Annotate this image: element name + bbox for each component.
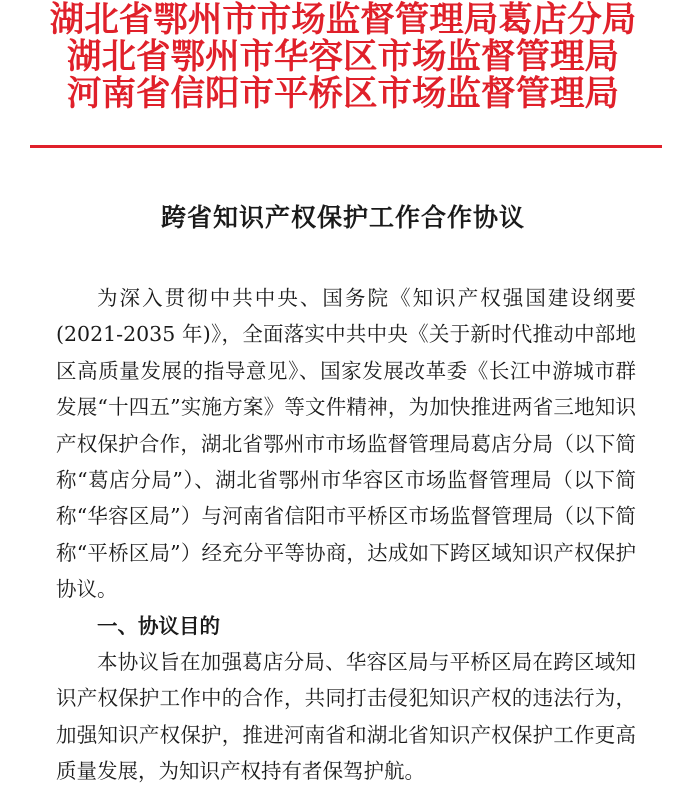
body-line: 区高质量发展的指导意见》、国家发展改革委《长江中游城市群 <box>56 358 636 383</box>
body-line: (2021-2035 年)》，全面落实中共中央《关于新时代推动中部地 <box>56 322 636 347</box>
letterhead-divider <box>30 145 662 148</box>
section-heading-purpose: 一、协议目的 <box>97 613 220 638</box>
letterhead-line-gedian: 湖北省鄂州市市场监督管理局葛店分局 <box>49 0 637 40</box>
body-line: 本协议旨在加强葛店分局、华容区局与平桥区局在跨区域知 <box>97 650 636 675</box>
body-line: 发展“十四五”实施方案》等文件精神，为加快推进两省三地知识 <box>56 395 636 420</box>
body-line: 质量发展，为知识产权持有者保驾护航。 <box>56 759 425 784</box>
body-line: 称“葛店分局”）、湖北省鄂州市华容区市场监督管理局（以下简 <box>56 468 636 493</box>
document-body <box>56 280 636 790</box>
section-paragraph-purpose <box>56 644 636 790</box>
letterhead-line-huarong: 湖北省鄂州市华容区市场监督管理局 <box>67 37 619 77</box>
body-line: 产权保护合作，湖北省鄂州市市场监督管理局葛店分局（以下简 <box>56 431 636 456</box>
body-line: 称“华容区局”）与河南省信阳市平桥区市场监督管理局（以下简 <box>56 504 636 529</box>
letterhead-line-pingqiao: 河南省信阳市平桥区市场监督管理局 <box>67 74 619 114</box>
body-line: 称“平桥区局”）经充分平等协商，达成如下跨区域知识产权保护 <box>56 540 636 565</box>
body-line: 识产权保护工作中的合作，共同打击侵犯知识产权的违法行为， <box>56 686 636 711</box>
body-line: 协议。 <box>56 577 118 602</box>
letterhead <box>0 2 686 113</box>
body-line: 为深入贯彻中共中央、国务院《知识产权强国建设纲要 <box>97 286 636 310</box>
body-line: 加强知识产权保护，推进河南省和湖北省知识产权保护工作更高 <box>56 722 636 747</box>
document-title: 跨省知识产权保护工作合作协议 <box>160 203 525 232</box>
intro-paragraph <box>56 280 636 608</box>
